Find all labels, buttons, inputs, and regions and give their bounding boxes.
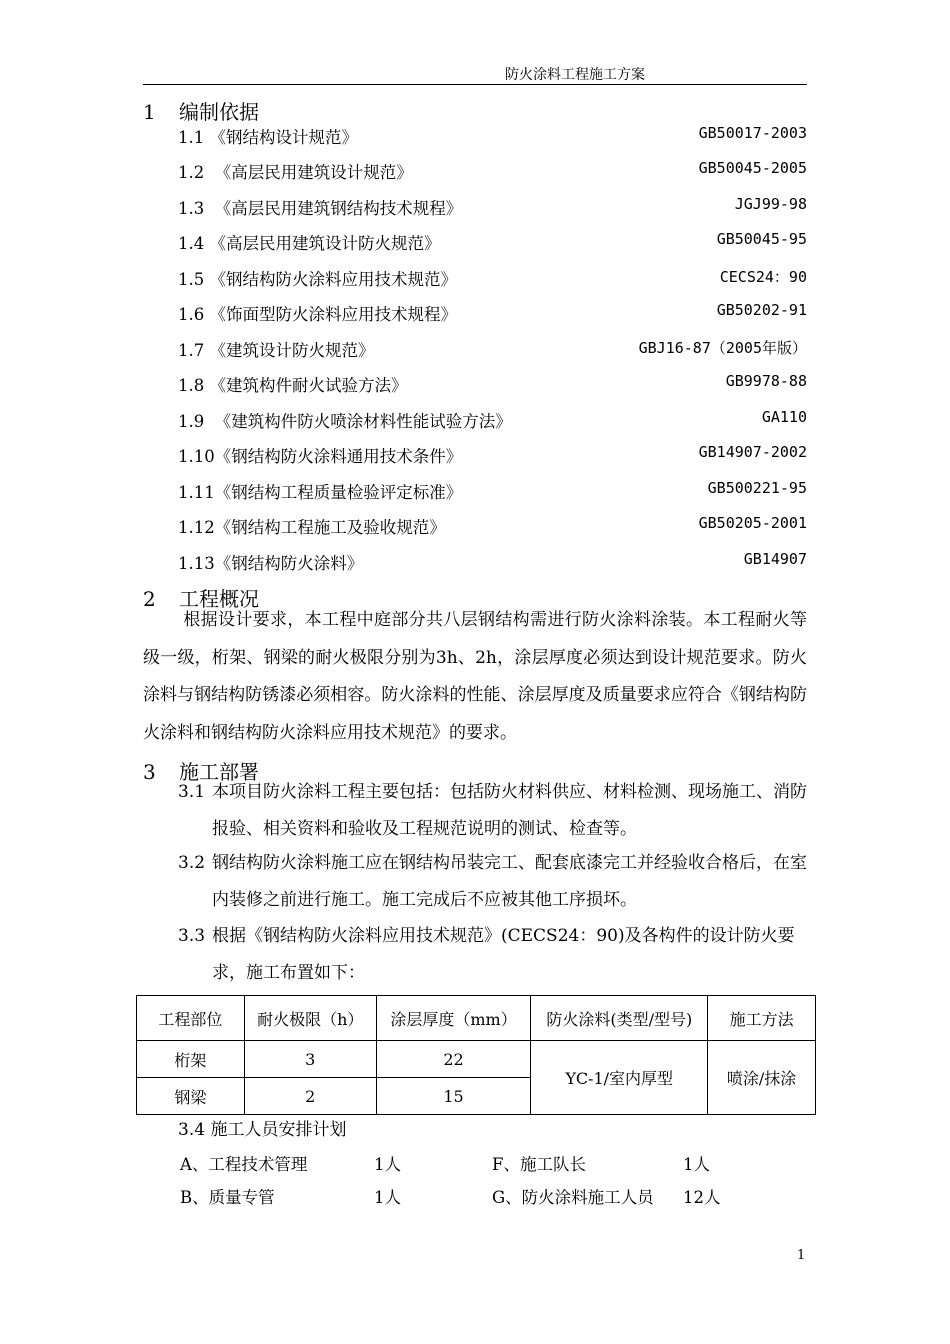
section-number: 3 [143,760,156,784]
table-header-cell: 涂层厚度（mm） [376,996,531,1041]
overview-paragraph [143,602,807,752]
table-cell-rating: 2 [244,1078,376,1115]
page-number: 1 [797,1248,806,1263]
reference-code: GB50017-2003 [698,124,807,142]
table-header-cell: 耐火极限（h） [244,996,376,1041]
item-number: 3.1 [178,782,206,802]
reference-title: 1.6 《饰面型防火涂料应用技术规程》 [178,305,457,324]
table-cell-coating: YC-1/室内厚型 [531,1041,708,1115]
table-row [137,1041,816,1078]
reference-title: 1.10《钢结构防火涂料通用技术条件》 [178,447,463,466]
reference-title: 1.7 《建筑设计防火规范》 [178,341,375,360]
section-heading-1 [143,96,259,125]
staff-count: 1人 [374,1155,401,1174]
table-cell-rating: 3 [244,1041,376,1078]
section-number: 1 [143,100,156,124]
staff-role: A、工程技术管理 [180,1155,308,1174]
reference-item [178,550,807,576]
header-rule [143,84,807,85]
reference-item [178,514,807,540]
table-header-cell: 施工方法 [708,996,816,1041]
reference-item [178,337,807,363]
reference-item [178,124,807,150]
reference-title: 1.8 《建筑构件耐火试验方法》 [178,376,408,395]
reference-code: GB14907 [743,550,807,568]
construction-layout-table [136,995,816,1115]
table-cell-thickness: 22 [376,1041,531,1078]
reference-title: 1.4 《高层民用建筑设计防火规范》 [178,234,441,253]
reference-code: GB9978-88 [725,372,807,390]
table-header-row [137,996,816,1041]
item-number: 3.2 [178,853,206,873]
reference-title: 1.12《钢结构工程施工及验收规范》 [178,518,446,537]
reference-title: 1.5 《钢结构防火涂料应用技术规范》 [178,270,457,289]
reference-item [178,443,807,469]
reference-code: GA110 [761,408,807,426]
staff-role: G、防火涂料施工人员 [492,1188,654,1207]
reference-item [178,372,807,398]
table-header-cell: 工程部位 [137,996,245,1041]
reference-title: 1.3 《高层民用建筑钢结构技术规程》 [178,199,463,218]
reference-code: CECS24：90 [719,268,807,286]
table-cell-part: 钢梁 [137,1078,245,1115]
reference-code: GBJ16-87（2005年版） [638,339,807,357]
table-header-cell: 防火涂料(类型/型号) [531,996,708,1041]
reference-code: GB500221-95 [707,479,807,497]
reference-code: GB50202-91 [716,301,807,319]
reference-item [178,195,807,221]
reference-title: 1.13《钢结构防火涂料》 [178,554,364,573]
reference-code: GB50045-2005 [698,159,807,177]
reference-code: JGJ99-98 [734,195,807,213]
staff-count: 1人 [374,1188,401,1207]
staff-role: B、质量专管 [180,1188,275,1207]
staff-count: 1人 [683,1155,710,1174]
staff-count: 12人 [683,1188,721,1207]
section-title: 施工部署 [179,760,259,784]
reference-title: 1.9 《建筑构件防火喷涂材料性能试验方法》 [178,412,512,431]
reference-item [178,230,807,256]
section-number: 2 [143,587,156,611]
table-cell-method: 喷涂/抹涂 [708,1041,816,1115]
reference-code: GB14907-2002 [698,443,807,461]
staff-role: F、施工队长 [492,1155,586,1174]
reference-item [178,301,807,327]
section-title: 编制依据 [179,100,259,124]
reference-code: GB50205-2001 [698,514,807,532]
reference-title: 1.1 《钢结构设计规范》 [178,128,358,147]
reference-title: 1.11《钢结构工程质量检验评定标准》 [178,483,463,502]
reference-title: 1.2 《高层民用建筑设计规范》 [178,163,413,182]
running-header: 防火涂料工程施工方案 [505,67,645,83]
item-text: 钢结构防火涂料施工应在钢结构吊装完工、配套底漆完工并经验收合格后，在室内装修之前进行施工。施工完成后不应被其他工序损坏。 [212,853,807,910]
reference-code: GB50045-95 [716,230,807,248]
staff-row [180,1151,780,1181]
section-title: 工程概况 [179,587,259,611]
staff-plan-heading: 3.4 施工人员安排计划 [178,1120,347,1140]
reference-item [178,266,807,292]
staff-row [180,1184,780,1214]
reference-item [178,408,807,434]
item-text: 本项目防火涂料工程主要包括：包括防火材料供应、材料检测、现场施工、消防报验、相关资料和验收及工程规范说明的测试、检查等。 [212,782,807,839]
reference-item [178,479,807,505]
item-number: 3.3 [178,926,206,946]
reference-item [178,159,807,185]
overview-text: 根据设计要求，本工程中庭部分共八层钢结构需进行防火涂料涂装。本工程耐火等级一级，桁架、钢梁的耐火极限分别为3h、2h，涂层厚度必须达到设计规范要求。防火涂料与钢结构防锈漆必须相容。防火涂料的性能、涂层厚度及质量要求应符合《钢结构防火涂料和钢结构防火涂料应用技术规范》的要求。 [143,610,807,743]
item-text: 根据《钢结构防火涂料应用技术规范》(CECS24：90)及各构件的设计防火要求，施工布置如下： [212,926,795,983]
table-cell-thickness: 15 [376,1078,531,1115]
table-cell-part: 桁架 [137,1041,245,1078]
